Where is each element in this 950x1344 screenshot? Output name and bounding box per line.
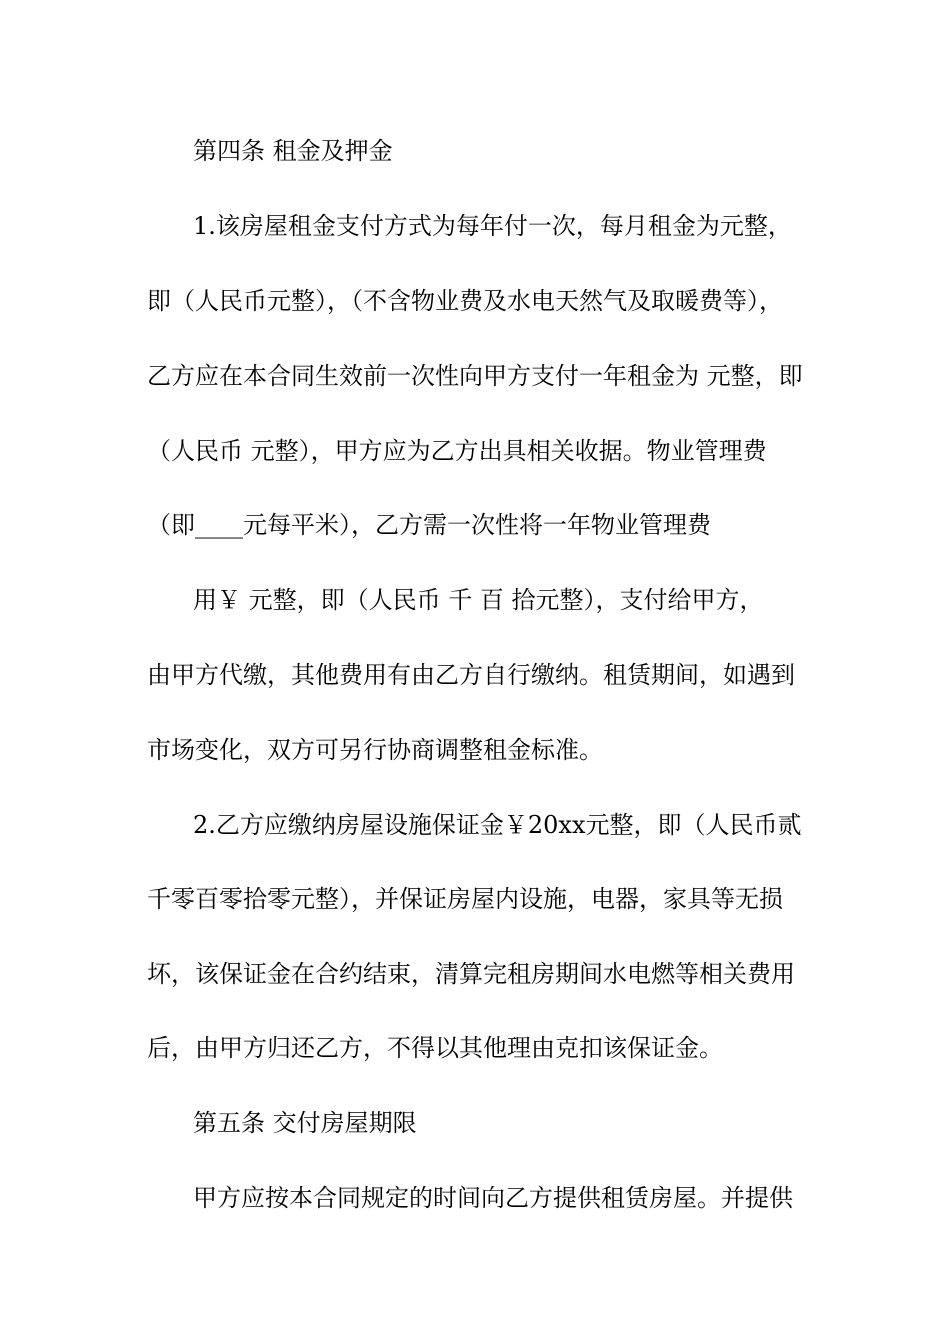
clause-2-line-3: 坏，该保证金在合约结束，清算完租房期间水电燃等相关费用: [147, 960, 795, 988]
clause-1-line-3: 乙方应在本合同生效前一次性向甲方支付一年租金为 元整，即: [147, 362, 803, 390]
clause-2-line-4: 后，由甲方归还乙方，不得以其他理由克扣该保证金。: [147, 1034, 723, 1062]
article-5-paragraph-line: 甲方应按本合同规定的时间向乙方提供租赁房屋。并提供: [193, 1184, 793, 1212]
clause-1-line-7: 由甲方代缴，其他费用有由乙方自行缴纳。租赁期间，如遇到: [147, 661, 795, 689]
clause-1-line-8: 市场变化，双方可另行协商调整租金标准。: [147, 736, 603, 764]
article-5-heading: 第五条 交付房屋期限: [193, 1109, 417, 1137]
clause-2-line-1: 2.乙方应缴纳房屋设施保证金￥20xx元整，即（人民币贰: [193, 811, 802, 839]
clause-2-line-2: 千零百零拾零元整），并保证房屋内设施，电器，家具等无损: [147, 885, 783, 913]
clause-1-line-6: 用￥ 元整，即（人民币 千 百 拾元整），支付给甲方，: [193, 586, 764, 614]
clause-1-line-5: （即____元每平米），乙方需一次性将一年物业管理费: [147, 511, 711, 539]
clause-1-line-4: （人民币 元整），甲方应为乙方出具相关收据。物业管理费: [147, 437, 767, 465]
article-4-heading: 第四条 租金及押金: [193, 137, 393, 165]
clause-1-line-1: 1.该房屋租金支付方式为每年付一次，每月租金为元整，: [193, 212, 792, 240]
clause-1-line-2: 即（人民币元整），（不含物业费及水电天然气及取暖费等），: [147, 287, 783, 315]
